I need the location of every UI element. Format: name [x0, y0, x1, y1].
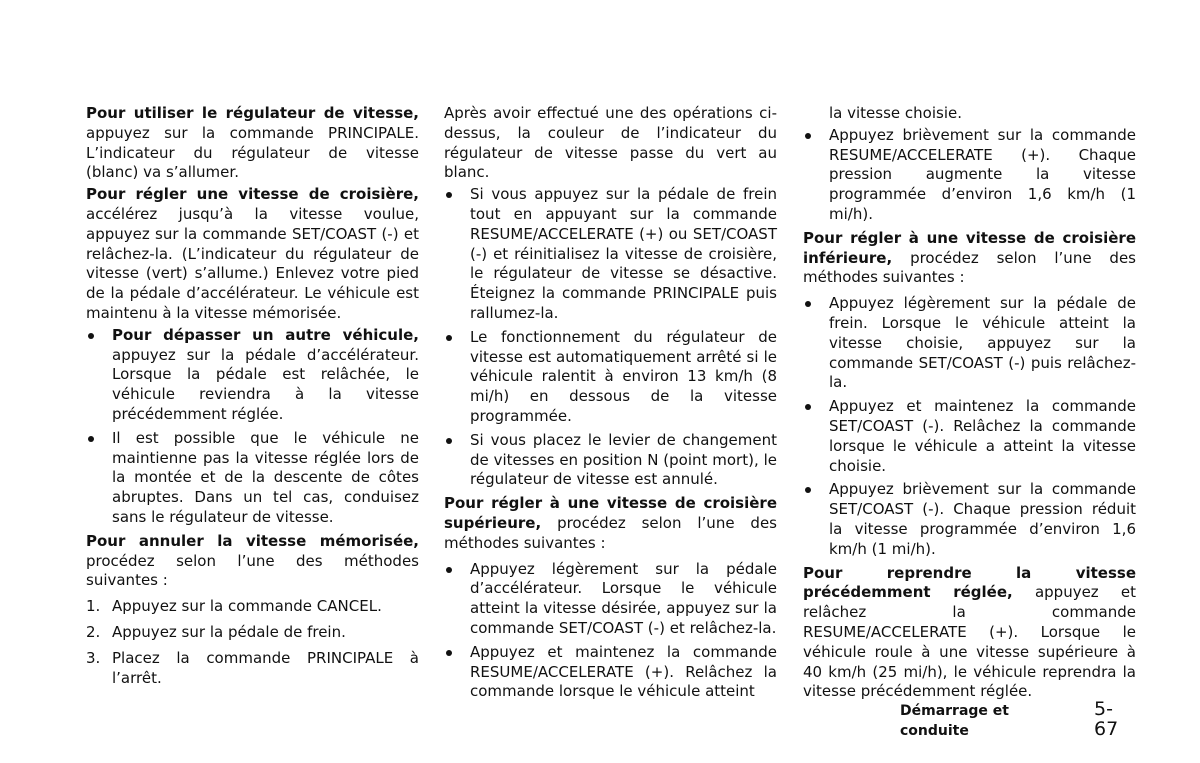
page-footer [900, 698, 1136, 740]
step-number: 3. [86, 648, 101, 667]
text-higher-speed: procédez selon l’une des méthodes suivantes : [444, 513, 777, 552]
column-3 [803, 104, 1136, 704]
bullet-neutral [444, 431, 777, 490]
step-3 [86, 649, 419, 689]
text-lower-speed: procédez selon l’une des méthodes suivantes : [803, 248, 1136, 287]
heading-resume-speed: Pour reprendre la vitesse précédemment réglée, [803, 563, 1136, 602]
paragraph-higher-speed [444, 494, 777, 553]
text-use: appuyez sur la commande PRINCIPALE. L’indicateur du régulateur de vitesse (blanc) va s’allumer. [86, 123, 419, 182]
heading-overtake: Pour dépasser un autre véhicule, [112, 325, 419, 344]
bullet-brake-reset [444, 185, 777, 324]
paragraph-indicator-color [444, 104, 777, 183]
step-text: Placez la commande PRINCIPALE à l’arrêt. [112, 648, 419, 687]
heading-higher-speed: Pour régler à une vitesse de croisière supérieure, [444, 494, 777, 532]
paragraph-cancel [86, 532, 419, 591]
text-brake-lightly: Appuyez légèrement sur la pédale de frein. Lorsque le véhicule atteint la vitesse choisie, appuyez sur la commande SET/COAST (-) puis relâchez-la. [829, 294, 1136, 392]
text-indicator-color: Après avoir effectué une des opérations ci-dessus, la couleur de l’indicateur du régulateur de vitesse passe du vert au blanc. [444, 104, 777, 182]
text-neutral: Si vous placez le levier de changement de vitesses en position N (point mort), le régulateur de vitesse est annulé. [470, 430, 777, 489]
bullet-hold-set [803, 397, 1136, 476]
heading-cancel: Pour annuler la vitesse mémorisée, [86, 531, 419, 550]
column-1 [86, 104, 419, 694]
text-set: accélérez jusqu’à la vitesse voulue, appuyez sur la commande SET/COAST (-) et relâchez-la. (L’indicateur du régulateur de vitesse (vert) s’allume.) Enlevez votre pied de la pédale d’accélérateur. Le véhicule est maintenu à la vitesse mémorisée. [86, 204, 419, 322]
text-hold-set: Appuyez et maintenez la commande SET/COAST (-). Relâchez la commande lorsque le véhicule a atteint la vitesse choisie. [829, 397, 1136, 475]
section-title: Démarrage et conduite [900, 703, 1009, 739]
paragraph-set-speed [86, 185, 419, 324]
column-2 [444, 104, 777, 706]
text-steep-slopes: Il est possible que le véhicule ne maintienne pas la vitesse réglée lors de la montée et de la descente de côtes abruptes. Dans un tel cas, conduisez sans le régulateur de vitesse. [112, 428, 419, 526]
text-accelerate: Appuyez légèrement sur la pédale d’accélérateur. Lorsque le véhicule atteint la vitesse désirée, appuyez sur la commande SET/COAST (-) et relâchez-la. [470, 559, 777, 637]
text-tap-resume: Appuyez brièvement sur la commande RESUME/ACCELERATE (+). Chaque pression augmente la vitesse programmée d’environ 1,6 km/h (1 mi/h). [829, 125, 1136, 223]
step-number: 1. [86, 597, 101, 616]
text-overtake: appuyez sur la pédale d’accélérateur. Lorsque la pédale est relâchée, le véhicule reviendra à la vitesse précédemment réglée. [112, 345, 419, 423]
step-1 [86, 597, 419, 617]
heading-use: Pour utiliser le régulateur de vitesse, [86, 104, 419, 122]
text-hold-resume: Appuyez et maintenez la commande RESUME/ACCELERATE (+). Relâchez la commande lorsque le véhicule atteint [470, 642, 777, 701]
text-auto-stop: Le fonctionnement du régulateur de vitesse est automatiquement arrêté si le véhicule ralentit à environ 13 km/h (8 mi/h) en dessous de la vitesse programmée. [470, 327, 777, 425]
step-text: Appuyez sur la pédale de frein. [112, 622, 346, 641]
continuation-text: la vitesse choisie. [829, 104, 962, 122]
bullet-hold-resume [444, 643, 777, 702]
step-number: 2. [86, 622, 101, 641]
step-text: Appuyez sur la commande CANCEL. [112, 597, 382, 616]
text-cancel: procédez selon l’une des méthodes suivantes : [86, 551, 419, 590]
heading-set: Pour régler une vitesse de croisière, [86, 185, 419, 204]
bullet-tap-set [803, 480, 1136, 559]
text-tap-set: Appuyez brièvement sur la commande SET/COAST (-). Chaque pression réduit la vitesse programmée d’environ 1,6 km/h (1 mi/h). [829, 480, 1136, 558]
step-2 [86, 623, 419, 643]
bullet-brake-lightly [803, 294, 1136, 393]
bullet-tap-resume [803, 126, 1136, 225]
text-resume-speed: appuyez et relâchez la commande RESUME/ACCELERATE (+). Lorsque le véhicule roule à une vitesse supérieure à 40 km/h (25 mi/h), le véhicule reprendra la vitesse précédemment réglée. [803, 583, 1136, 701]
bullet-steep-slopes [86, 429, 419, 528]
bullet-accelerate [444, 560, 777, 639]
bullet-overtake [86, 326, 419, 425]
paragraph-use-cruise-control [86, 104, 419, 183]
text-brake-reset: Si vous appuyez sur la pédale de frein tout en appuyant sur la commande RESUME/ACCELERATE (+) ou SET/COAST (-) et réinitialisez la vitesse de croisière, le régulateur de vitesse se désactive. Éteignez la commande PRINCIPALE puis rallumez-la. [470, 185, 777, 322]
paragraph-resume-speed [803, 564, 1136, 703]
bullet-auto-stop [444, 328, 777, 427]
paragraph-lower-speed [803, 229, 1136, 288]
heading-lower-speed: Pour régler à une vitesse de croisière inférieure, [803, 228, 1136, 267]
page-number: 5-67 [1093, 698, 1119, 740]
